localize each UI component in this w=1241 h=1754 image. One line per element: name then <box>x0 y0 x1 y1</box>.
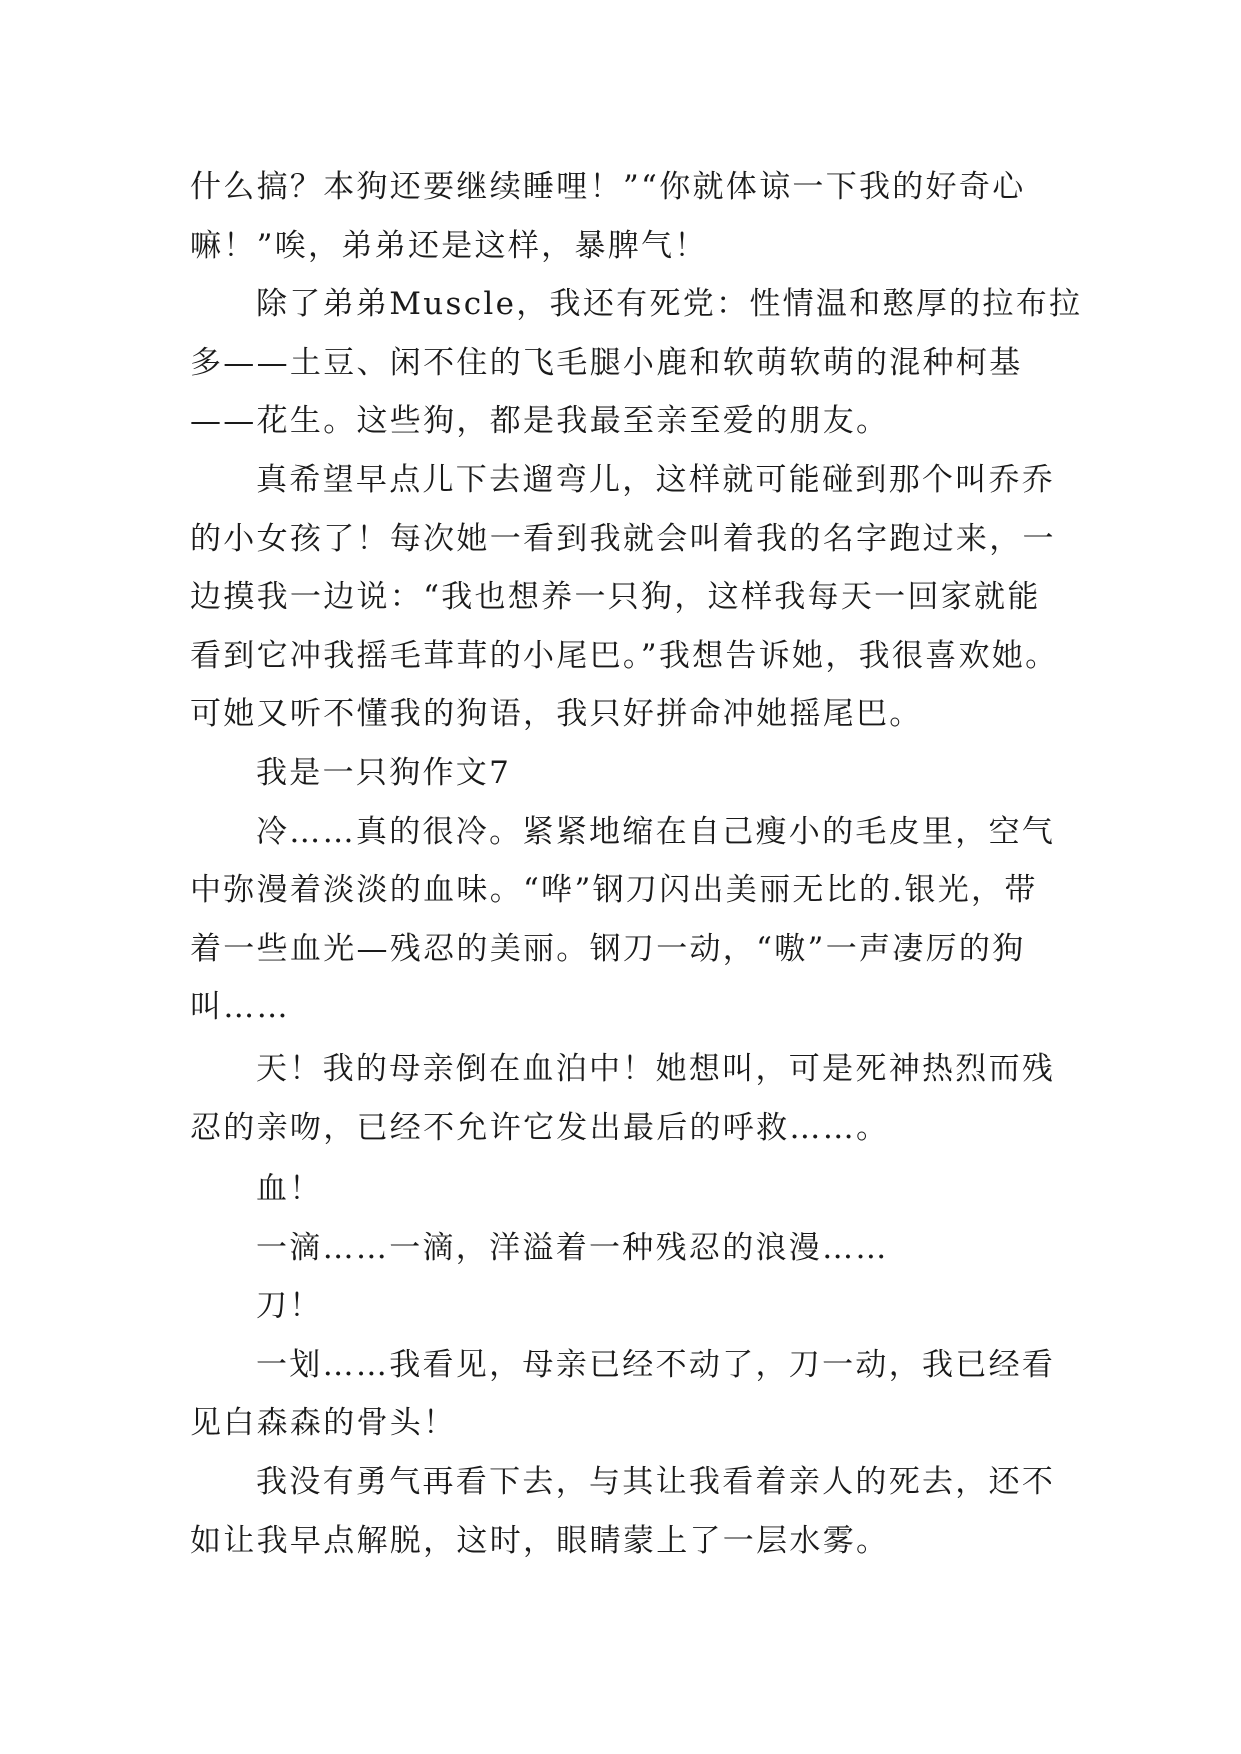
section-heading <box>190 744 1070 803</box>
text-line: 真希望早点儿下去遛弯儿，这样就可能碰到那个叫乔乔 <box>256 461 1056 498</box>
paragraph <box>190 275 1083 451</box>
text-line: 嘛！”唉，弟弟还是这样，暴脾气！ <box>190 227 708 264</box>
text-line: 中弥漫着淡淡的血味。“哗”钢刀闪出美丽无比的.银光，带 <box>190 872 1038 909</box>
text-line: 看到它冲我摇毛茸茸的小尾巴。”我想告诉她，我很喜欢她。 <box>190 637 1059 674</box>
document-body <box>190 158 1083 1570</box>
text-line: 一划……我看见，母亲已经不动了，刀一动，我已经看 <box>256 1346 1056 1383</box>
text-line: 着一些血光—残忍的美丽。钢刀一动，“嗷”一声凄厉的狗 <box>190 930 1026 967</box>
paragraph <box>190 1219 1070 1278</box>
paragraph <box>190 1453 1070 1570</box>
paragraph <box>190 1160 1070 1219</box>
paragraph <box>190 803 1070 1037</box>
text-line: ——花生。这些狗，都是我最至亲至爱的朋友。 <box>190 403 890 440</box>
paragraph <box>190 451 1070 744</box>
text-line: 边摸我一边说：“我也想养一只狗，这样我每天一回家就能 <box>190 579 1041 616</box>
text-line: 叫…… <box>190 989 290 1026</box>
text-line: 忍的亲吻，已经不允许它发出最后的呼救……。 <box>190 1109 890 1146</box>
text-line: 我没有勇气再看下去，与其让我看着亲人的死去，还不 <box>256 1464 1056 1501</box>
paragraph <box>190 1336 1070 1453</box>
text-line: 如让我早点解脱，这时，眼睛蒙上了一层水雾。 <box>190 1522 890 1559</box>
text-line: 可她又听不懂我的狗语，我只好拼命冲她摇尾巴。 <box>190 696 923 733</box>
text-line: 除了弟弟Muscle，我还有死党：性情温和憨厚的拉布拉 <box>256 286 1083 323</box>
text-line: 见白森森的骨头！ <box>190 1405 457 1442</box>
text-line: 一滴……一滴，洋溢着一种残忍的浪漫…… <box>256 1229 889 1266</box>
paragraph <box>190 1277 1070 1336</box>
paragraph <box>190 1040 1070 1157</box>
text-line: 刀！ <box>256 1288 323 1325</box>
text-line: 的小女孩了！每次她一看到我就会叫着我的名字跑过来，一 <box>190 520 1056 557</box>
text-line: 冷……真的很冷。紧紧地缩在自己瘦小的毛皮里，空气 <box>256 813 1056 850</box>
text-line: 我是一只狗作文7 <box>256 754 512 791</box>
text-line: 什么搞？本狗还要继续睡哩！”“你就体谅一下我的好奇心 <box>190 169 1026 205</box>
text-line: 血！ <box>256 1171 323 1208</box>
text-line: 天！我的母亲倒在血泊中！她想叫，可是死神热烈而残 <box>256 1050 1056 1087</box>
paragraph <box>190 158 1070 275</box>
text-line: 多——土豆、闲不住的飞毛腿小鹿和软萌软萌的混种柯基 <box>190 344 1023 381</box>
